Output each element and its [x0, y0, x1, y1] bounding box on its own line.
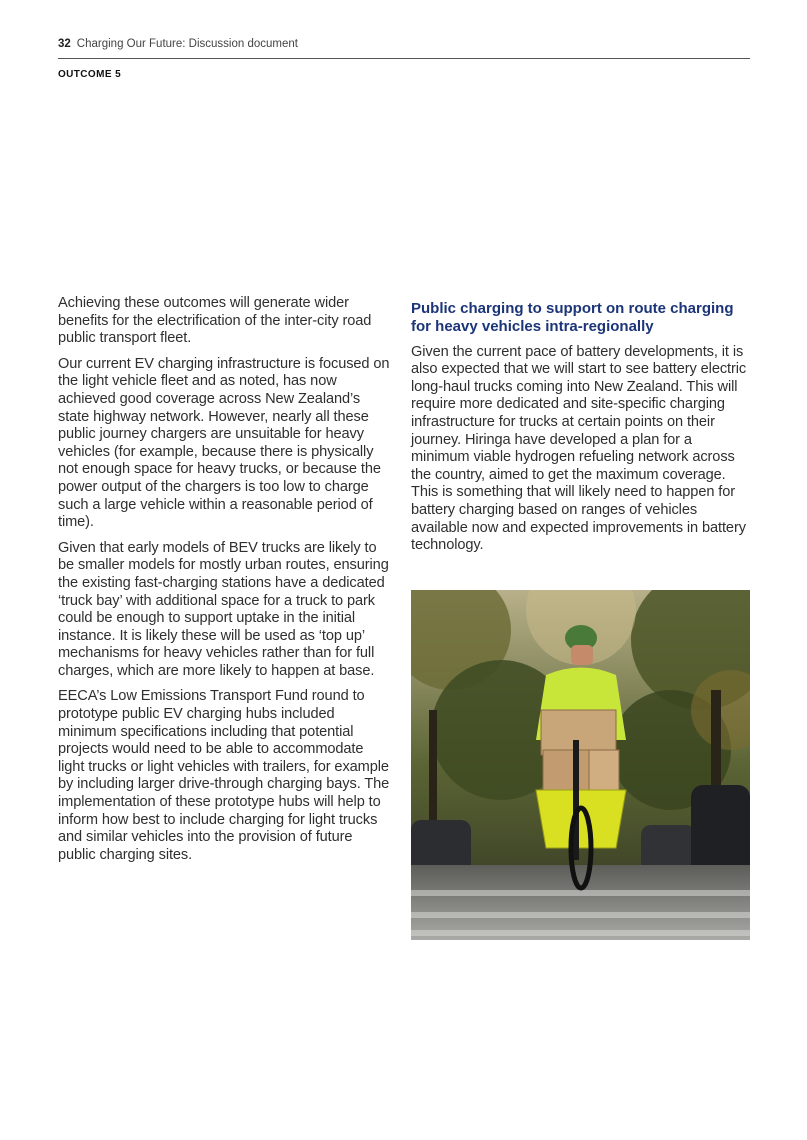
paragraph: Given that early models of BEV trucks are likely to be smaller models for mostly urban routes, ensuring the existing fast-charging stations have a dedicated ‘truck bay’ with additional space for a truck to park could be enough to support uptake in the initial instance. It is likely these will be used as ‘top up’ mechanisms for heavy vehicles rather than for full charges, which are more likely to happen at base. — [58, 539, 389, 679]
left-column — [58, 295, 393, 872]
section-label: OUTCOME 5 — [58, 69, 122, 80]
document-title: Charging Our Future: Discussion document — [76, 38, 298, 50]
right-column — [411, 300, 753, 563]
page-number: 32 — [58, 38, 71, 50]
paragraph: Given the current pace of battery developments, it is also expected that we will start to see battery electric long-haul trucks coming into New Zealand. This will require more dedicated and site-specific charging infrastructure for trucks at certain points on their journey. Hiringa have developed a plan for a minimum viable hydrogen refueling network across the country, aimed to get the maximum coverage. This is something that will likely need to happen for battery charging based on ranges of vehicles available now and expected improvements in battery technology. — [411, 343, 747, 554]
paragraph: Our current EV charging infrastructure is focused on the light vehicle fleet and as noted, has now achieved good coverage across New Zealand’s state highway network. However, nearly all these public journey chargers are unsuitable for heavy vehicles (for example, because there is physically not enough space for heavy trucks, or because the power output of the chargers is too low to charge such a large vehicle within a reasonable period of time). — [58, 355, 390, 531]
cargo-bike-photo — [411, 590, 750, 940]
page-header — [58, 38, 298, 50]
photo-illustration — [411, 590, 750, 940]
paragraph: Achieving these outcomes will generate wider benefits for the electrification of the inter-city road public transport fleet. — [58, 295, 372, 347]
header-divider — [58, 58, 750, 59]
section-heading: Public charging to support on route charging for heavy vehicles intra-regionally — [411, 300, 734, 335]
paragraph: EECA’s Low Emissions Transport Fund round to prototype public EV charging hubs included minimum specifications including that potential projects would need to be able to accommodate light trucks or light vehicles with trailers, for example by including larger drive-through charging bays. The implementation of these prototype hubs will help to inform how best to include charging for light trucks and similar vehicles into the provision of future public charging sites. — [58, 688, 390, 863]
